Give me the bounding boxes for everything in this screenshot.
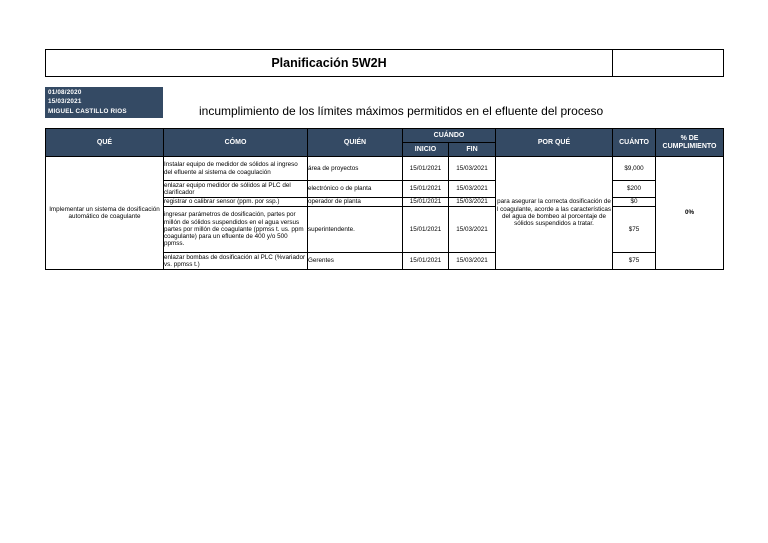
quien-cell: operador de planta bbox=[308, 198, 403, 207]
header-que: QUÉ bbox=[46, 129, 164, 157]
inicio-cell: 15/01/2021 bbox=[403, 198, 449, 207]
header-cuando: CUÁNDO bbox=[403, 129, 496, 143]
que-cell: Implementar un sistema de dosificación automático de coagulante bbox=[46, 157, 164, 270]
quien-cell: superintendente. bbox=[308, 207, 403, 253]
inicio-cell: 15/01/2021 bbox=[403, 253, 449, 270]
title-side-cell bbox=[612, 49, 724, 77]
quien-cell: Gerentes bbox=[308, 253, 403, 270]
problem-statement: incumplimiento de los límites máximos permitidos en el efluente del proceso bbox=[199, 104, 604, 118]
header-cumplimiento: % DE CUMPLIMIENTO bbox=[656, 129, 724, 157]
quien-cell: área de proyectos bbox=[308, 157, 403, 181]
fin-cell: 15/03/2021 bbox=[449, 253, 496, 270]
end-date: 15/03/2021 bbox=[48, 98, 82, 106]
header-cuanto: CUÁNTO bbox=[613, 129, 656, 157]
como-cell: enlazar bombas de dosificación al PLC (%variador vs. ppmss t.) bbox=[164, 253, 308, 270]
header-como: CÓMO bbox=[164, 129, 308, 157]
fin-cell: 15/03/2021 bbox=[449, 207, 496, 253]
fin-cell: 15/03/2021 bbox=[449, 181, 496, 198]
como-cell: Instalar equipo de medidor de sólidos al ingreso del efluente al sistema de coagulación bbox=[164, 157, 308, 181]
plan-table bbox=[45, 128, 724, 270]
porque-cell: para asegurar la correcta dosificación de l coagulante, acorde a las características del agua de bombeo al porcentaje de sólidos suspendidos a tratar. bbox=[496, 157, 613, 270]
cuanto-cell: $75 bbox=[613, 253, 656, 270]
cuanto-cell: $75 bbox=[613, 207, 656, 253]
header-porque: POR QUÉ bbox=[496, 129, 613, 157]
como-cell: enlazar equipo medidor de sólidos al PLC del clarificador bbox=[164, 181, 308, 198]
header-quien: QUIÉN bbox=[308, 129, 403, 157]
inicio-cell: 15/01/2021 bbox=[403, 181, 449, 198]
fin-cell: 15/03/2021 bbox=[449, 157, 496, 181]
author-name: MIGUEL CASTILLO RIOS bbox=[48, 107, 127, 115]
meta-block bbox=[45, 87, 163, 118]
como-cell: registrar o calibrar sensor (ppm. por ssp.) bbox=[164, 198, 308, 207]
cuanto-cell: $9,000 bbox=[613, 157, 656, 181]
page-title: Planificación 5W2H bbox=[45, 49, 613, 77]
inicio-cell: 15/01/2021 bbox=[403, 157, 449, 181]
table-row bbox=[46, 157, 724, 181]
start-date: 01/08/2020 bbox=[48, 89, 82, 96]
cumplimiento-cell: 0% bbox=[656, 157, 724, 270]
header-inicio: INICIO bbox=[403, 143, 449, 157]
cuanto-cell: $200 bbox=[613, 181, 656, 198]
como-cell: ingresar parámetros de dosificación, partes por millón de sólidos suspendidos en el agua versus partes por millón de coagulante (ppmss t. us. ppm coagulante) para un efluente de 400 y/o 500 ppmss. bbox=[164, 207, 308, 253]
inicio-cell: 15/01/2021 bbox=[403, 207, 449, 253]
fin-cell: 15/03/2021 bbox=[449, 198, 496, 207]
cuanto-cell: $0 bbox=[613, 198, 656, 207]
header-fin: FIN bbox=[449, 143, 496, 157]
quien-cell: electrónico o de planta bbox=[308, 181, 403, 198]
